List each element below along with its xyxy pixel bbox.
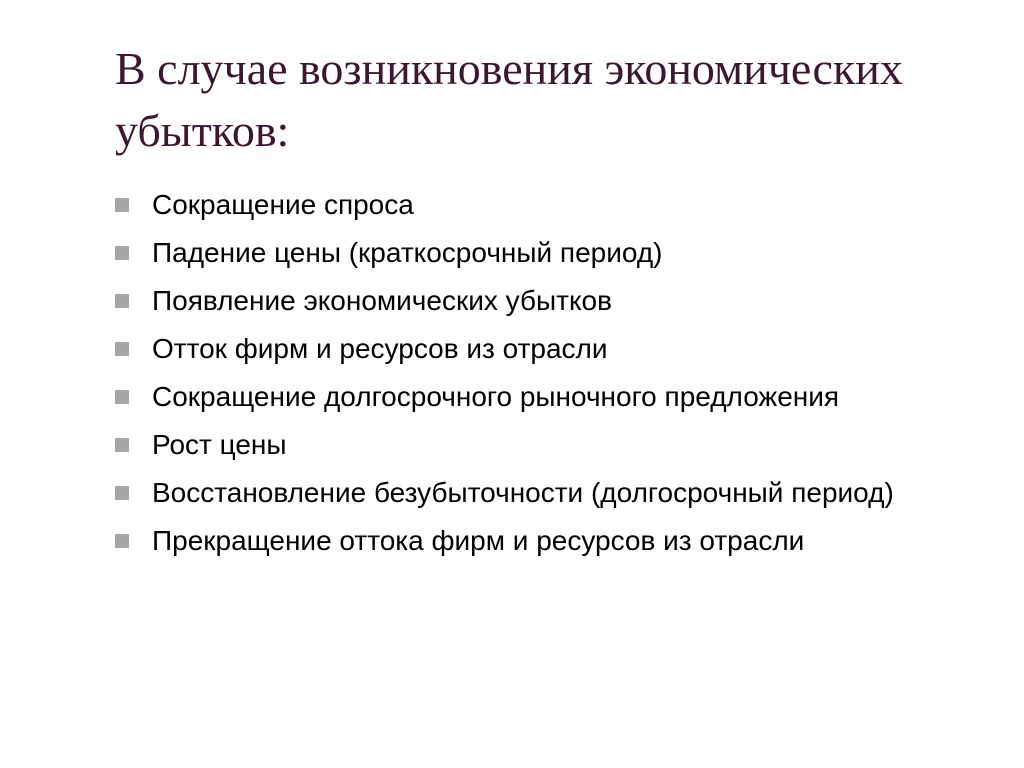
bullet-item	[115, 521, 995, 561]
square-bullet-icon	[115, 198, 129, 212]
square-bullet-icon	[115, 342, 129, 356]
bullet-text: Прекращение оттока фирм и ресурсов из отрасли	[152, 525, 805, 556]
square-bullet-icon	[115, 246, 129, 260]
square-bullet-icon	[115, 486, 129, 500]
bullet-text: Сокращение спроса	[152, 189, 414, 220]
bullet-item	[115, 377, 995, 417]
square-bullet-icon	[115, 294, 129, 308]
bullet-text: Отток фирм и ресурсов из отрасли	[152, 333, 608, 364]
bullet-item	[115, 281, 995, 321]
bullet-item	[115, 425, 995, 465]
bullet-text: Падение цены (краткосрочный период)	[152, 237, 663, 268]
bullet-item	[115, 329, 995, 369]
square-bullet-icon	[115, 390, 129, 404]
bullet-text: Восстановление безубыточности (долгосрочный период)	[152, 477, 894, 508]
square-bullet-icon	[115, 438, 129, 452]
bullet-item	[115, 473, 995, 513]
bullet-list	[115, 185, 995, 569]
bullet-text: Сокращение долгосрочного рыночного предложения	[152, 381, 840, 412]
bullet-item	[115, 233, 995, 273]
bullet-item	[115, 185, 995, 225]
bullet-text: Рост цены	[152, 429, 287, 460]
bullet-text: Появление экономических убытков	[152, 285, 612, 316]
square-bullet-icon	[115, 534, 129, 548]
slide-title: В случае возникновения экономических убытков:	[115, 43, 903, 156]
